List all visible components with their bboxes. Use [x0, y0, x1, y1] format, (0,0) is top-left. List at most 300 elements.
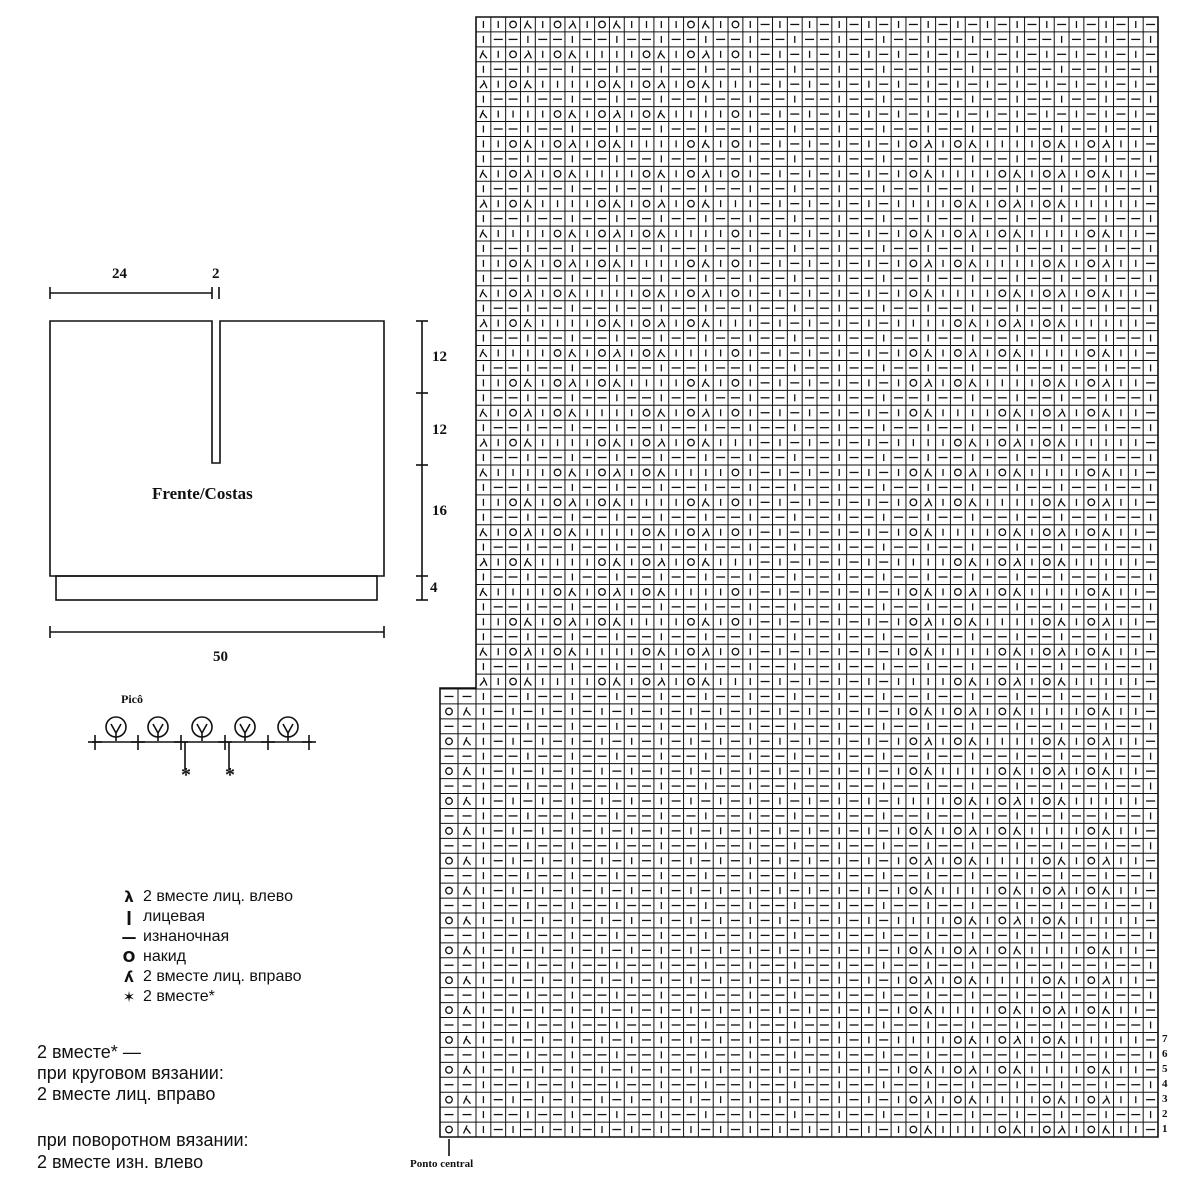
decrease-left-icon: [464, 916, 471, 924]
decrease-left-icon: [613, 20, 620, 28]
decrease-left-icon: [464, 1036, 471, 1044]
yarn-over-icon: [732, 290, 739, 297]
note-line: 2 вместе лиц. вправо: [37, 1084, 216, 1104]
decrease-left-icon: [480, 289, 487, 297]
yarn-over-icon: [688, 619, 695, 626]
decrease-left-icon: [658, 528, 665, 536]
yarn-over-icon: [599, 469, 606, 476]
decrease-left-icon: [464, 857, 471, 865]
decrease-left-icon: [480, 648, 487, 656]
yarn-over-icon: [732, 589, 739, 596]
decrease-left-icon: [464, 1126, 471, 1134]
yarn-over-icon: [910, 1096, 917, 1103]
decrease-right-icon: [925, 379, 932, 387]
decrease-left-icon: [702, 259, 709, 267]
decrease-right-icon: [569, 618, 576, 626]
yarn-over-icon: [732, 409, 739, 416]
decrease-right-icon: [1014, 200, 1021, 208]
decrease-left-icon: [524, 379, 531, 387]
decrease-left-icon: [1058, 498, 1065, 506]
yarn-over-icon: [510, 21, 517, 28]
decrease-left-icon: [658, 170, 665, 178]
decrease-left-icon: [1103, 170, 1110, 178]
yarn-over-icon: [446, 798, 453, 805]
yarn-over-icon: [510, 200, 517, 207]
decrease-left-icon: [1014, 827, 1021, 835]
decrease-left-icon: [524, 319, 531, 327]
decrease-right-icon: [569, 498, 576, 506]
decrease-left-icon: [1058, 797, 1065, 805]
yarn-over-icon: [643, 559, 650, 566]
yarn-over-icon: [688, 200, 695, 207]
decrease-right-icon: [1103, 1096, 1110, 1104]
yarn-over-icon: [688, 529, 695, 536]
decrease-left-icon: [1014, 887, 1021, 895]
yarn-over-icon: [510, 559, 517, 566]
yarn-over-icon: [510, 529, 517, 536]
decrease-left-icon: [969, 439, 976, 447]
decrease-left-icon: [464, 767, 471, 775]
decrease-right-icon: [569, 379, 576, 387]
pico-label: Picô: [121, 692, 143, 706]
yarn-over-icon: [955, 619, 962, 626]
decrease-left-icon: [925, 648, 932, 656]
decrease-left-icon: [613, 678, 620, 686]
yarn-over-icon: [1044, 260, 1051, 267]
yarn-over-icon: [599, 111, 606, 118]
yarn-over-icon: [554, 141, 561, 148]
decrease-right-icon: [613, 468, 620, 476]
decrease-left-icon: [702, 498, 709, 506]
decrease-right-icon: [569, 140, 576, 148]
decrease-left-icon: [524, 20, 531, 28]
decrease-right-icon: [925, 976, 932, 984]
yarn-over-icon: [1044, 738, 1051, 745]
yarn-over-icon: [910, 619, 917, 626]
yarn-over-icon: [1088, 589, 1095, 596]
yarn-over-icon: [1044, 1037, 1051, 1044]
yarn-over-icon: [955, 350, 962, 357]
decrease-left-icon: [925, 349, 932, 357]
decrease-right-icon: [702, 50, 709, 58]
decrease-left-icon: [1058, 439, 1065, 447]
yarn-over-icon: [1088, 768, 1095, 775]
decrease-left-icon: λ: [124, 888, 134, 906]
decrease-left-icon: [1103, 827, 1110, 835]
decrease-left-icon: [464, 1006, 471, 1014]
yarn-over-icon: [732, 529, 739, 536]
yarn-over-icon: [554, 51, 561, 58]
yarn-over-icon: [1088, 1007, 1095, 1014]
pico-marker-2: *: [225, 764, 235, 786]
yarn-over-icon: O: [122, 948, 136, 966]
decrease-right-icon: [925, 140, 932, 148]
yarn-over-icon: [643, 111, 650, 118]
yarn-over-icon: [1044, 290, 1051, 297]
decrease-left-icon: [613, 319, 620, 327]
width-top-slit-label: 2: [212, 266, 220, 282]
yarn-over-icon: [910, 290, 917, 297]
decrease-left-icon: [524, 498, 531, 506]
yarn-over-icon: [732, 111, 739, 118]
yarn-over-icon: [1088, 1067, 1095, 1074]
decrease-left-icon: [658, 349, 665, 357]
decrease-right-icon: [969, 827, 976, 835]
yarn-over-icon: [955, 260, 962, 267]
decrease-right-icon: [1103, 618, 1110, 626]
yarn-over-icon: [955, 230, 962, 237]
yarn-over-icon: [510, 648, 517, 655]
legend-text: 2 вместе*: [143, 988, 215, 1005]
yarn-over-icon: [688, 171, 695, 178]
row-number: 5: [1162, 1063, 1168, 1075]
decrease-left-icon: [1103, 1006, 1110, 1014]
decrease-left-icon: [464, 797, 471, 805]
decrease-left-icon: [925, 707, 932, 715]
yarn-over-icon: [688, 141, 695, 148]
decrease-left-icon: [1103, 946, 1110, 954]
yarn-over-icon: [999, 171, 1006, 178]
row-number: 3: [1162, 1093, 1168, 1105]
decrease-left-icon: [969, 140, 976, 148]
yarn-over-icon: [955, 1067, 962, 1074]
yarn-over-icon: [1088, 1126, 1095, 1133]
yarn-over-icon: [999, 708, 1006, 715]
decrease-left-icon: [1014, 588, 1021, 596]
decrease-left-icon: [524, 558, 531, 566]
yarn-over-icon: [955, 200, 962, 207]
yarn-over-icon: [1088, 857, 1095, 864]
decrease-left-icon: [1014, 528, 1021, 536]
yarn-over-icon: [999, 230, 1006, 237]
yarn-over-icon: [599, 559, 606, 566]
note-line: при круговом вязании:: [37, 1063, 224, 1083]
decrease-left-icon: [1103, 468, 1110, 476]
yarn-over-icon: [643, 200, 650, 207]
yarn-over-icon: [510, 499, 517, 506]
yarn-over-icon: [910, 171, 917, 178]
decrease-right-icon: [969, 588, 976, 596]
yarn-over-icon: [1088, 499, 1095, 506]
row-number: 7: [1162, 1033, 1168, 1045]
decrease-left-icon: [925, 767, 932, 775]
yarn-over-icon: [910, 708, 917, 715]
decrease-left-icon: [969, 618, 976, 626]
decrease-left-icon: [1014, 1006, 1021, 1014]
decrease-left-icon: [1058, 558, 1065, 566]
yarn-over-icon: [643, 290, 650, 297]
decrease-left-icon: [613, 379, 620, 387]
yarn-over-icon: [1088, 409, 1095, 416]
yarn-over-icon: [1088, 350, 1095, 357]
yarn-over-icon: [999, 1007, 1006, 1014]
yarn-over-icon: [643, 648, 650, 655]
yarn-over-icon: [1044, 529, 1051, 536]
note-line: 2 вместе изн. влево: [37, 1152, 204, 1172]
yarn-over-icon: [643, 439, 650, 446]
yarn-over-icon: [910, 1007, 917, 1014]
yarn-over-icon: [1088, 380, 1095, 387]
legend-text: 2 вместе лиц. влево: [143, 888, 293, 905]
yarn-over-icon: [446, 857, 453, 864]
yarn-over-icon: [1088, 828, 1095, 835]
yarn-over-icon: [510, 81, 517, 88]
decrease-left-icon: [480, 110, 487, 118]
decrease-right-icon: [613, 230, 620, 238]
yarn-over-icon: [1088, 171, 1095, 178]
decrease-right-icon: [658, 200, 665, 208]
decrease-left-icon: [613, 618, 620, 626]
decrease-left-icon: [480, 528, 487, 536]
decrease-left-icon: [702, 558, 709, 566]
yarn-over-icon: [643, 320, 650, 327]
yarn-over-icon: [955, 917, 962, 924]
yarn-over-icon: [732, 648, 739, 655]
yarn-over-icon: [910, 648, 917, 655]
yarn-over-icon: [955, 1037, 962, 1044]
decrease-right-icon: [658, 439, 665, 447]
decrease-right-icon: [1103, 976, 1110, 984]
yarn-over-icon: [599, 380, 606, 387]
yarn-over-icon: [554, 380, 561, 387]
decrease-left-icon: [524, 259, 531, 267]
note-line: при поворотном вязании:: [37, 1130, 249, 1150]
decrease-left-icon: [524, 80, 531, 88]
decrease-left-icon: [1058, 916, 1065, 924]
decrease-left-icon: [1058, 976, 1065, 984]
decrease-right-icon: [1014, 797, 1021, 805]
yarn-over-icon: [910, 350, 917, 357]
decrease-left-icon: [1103, 588, 1110, 596]
garment-label: Frente/Costas: [152, 484, 253, 503]
yarn-over-icon: [999, 828, 1006, 835]
decrease-left-icon: [1014, 289, 1021, 297]
yarn-over-icon: [554, 171, 561, 178]
yarn-over-icon: [1088, 529, 1095, 536]
decrease-left-icon: [702, 20, 709, 28]
decrease-right-icon: [1058, 409, 1065, 417]
decrease-left-icon: [1014, 1066, 1021, 1074]
yarn-over-icon: [1044, 200, 1051, 207]
decrease-left-icon: [925, 1126, 932, 1134]
decrease-left-icon: [464, 827, 471, 835]
yarn-over-icon: [1044, 977, 1051, 984]
decrease-left-icon: [613, 200, 620, 208]
yarn-over-icon: [1088, 469, 1095, 476]
decrease-left-icon: [969, 737, 976, 745]
decrease-left-icon: [1014, 170, 1021, 178]
decrease-right-icon: [702, 648, 709, 656]
legend-text: изнаночная: [143, 928, 230, 945]
yarn-over-icon: [910, 230, 917, 237]
decrease-right-icon: [702, 528, 709, 536]
decrease-left-icon: [569, 468, 576, 476]
decrease-right-icon: [1014, 319, 1021, 327]
decrease-right-icon: [1058, 1126, 1065, 1134]
decrease-left-icon: [1014, 230, 1021, 238]
yarn-over-icon: [999, 529, 1006, 536]
height-segment-4: 4: [430, 580, 438, 596]
decrease-left-icon: [1058, 1036, 1065, 1044]
decrease-right-icon: [524, 528, 531, 536]
decrease-left-icon: [464, 1096, 471, 1104]
decrease-left-icon: [464, 946, 471, 954]
decrease-left-icon: [1014, 707, 1021, 715]
yarn-over-icon: [955, 499, 962, 506]
decrease-left-icon: [658, 50, 665, 58]
decrease-right-icon: [969, 349, 976, 357]
yarn-over-icon: [910, 1126, 917, 1133]
yarn-over-icon: [999, 350, 1006, 357]
decrease-left-icon: [925, 170, 932, 178]
decrease-left-icon: [969, 319, 976, 327]
yarn-over-icon: [1088, 619, 1095, 626]
yarn-over-icon: [688, 678, 695, 685]
yarn-over-icon: [510, 619, 517, 626]
yarn-over-icon: [643, 81, 650, 88]
yarn-over-icon: [732, 260, 739, 267]
yarn-over-icon: [446, 917, 453, 924]
yarn-over-icon: [1044, 1126, 1051, 1133]
yarn-over-icon: [910, 529, 917, 536]
width-top-left-label: 24: [112, 266, 127, 282]
yarn-over-icon: [732, 141, 739, 148]
yarn-over-icon: [955, 828, 962, 835]
decrease-left-icon: [658, 588, 665, 596]
decrease-left-icon: [1058, 259, 1065, 267]
yarn-over-icon: [446, 947, 453, 954]
yarn-over-icon: [554, 290, 561, 297]
yarn-over-icon: [599, 230, 606, 237]
yarn-over-icon: [955, 469, 962, 476]
decrease-left-icon: [569, 110, 576, 118]
decrease-left-icon: [524, 140, 531, 148]
decrease-right-icon: [524, 409, 531, 417]
yarn-over-icon: [955, 141, 962, 148]
decrease-right-icon: [569, 20, 576, 28]
decrease-left-icon: [969, 558, 976, 566]
yarn-over-icon: [999, 678, 1006, 685]
decrease-right-icon: [524, 170, 531, 178]
yarn-over-icon: [510, 320, 517, 327]
decrease-right-icon: [480, 80, 487, 88]
decrease-left-icon: [658, 648, 665, 656]
yarn-over-icon: [510, 439, 517, 446]
yarn-over-icon: [446, 1126, 453, 1133]
decrease-right-icon: [524, 50, 531, 58]
yarn-over-icon: [1044, 1007, 1051, 1014]
yarn-over-icon: [1088, 230, 1095, 237]
height-segment-3: 16: [432, 503, 447, 519]
decrease-right-icon: [969, 230, 976, 238]
decrease-left-icon: [925, 289, 932, 297]
yarn-over-icon: [955, 320, 962, 327]
decrease-left-icon: [969, 678, 976, 686]
decrease-left-icon: [702, 200, 709, 208]
decrease-left-icon: [613, 498, 620, 506]
decrease-right-icon: [480, 678, 487, 686]
decrease-left-icon: [1103, 707, 1110, 715]
yarn-over-icon: [955, 977, 962, 984]
yarn-over-icon: [643, 678, 650, 685]
decrease-right-icon: [524, 289, 531, 297]
yarn-over-icon: [999, 439, 1006, 446]
yarn-over-icon: [599, 81, 606, 88]
decrease-left-icon: [702, 379, 709, 387]
yarn-over-icon: [955, 439, 962, 446]
decrease-left-icon: [969, 797, 976, 805]
decrease-left-icon: [925, 1066, 932, 1074]
yarn-over-icon: [554, 350, 561, 357]
decrease-right-icon: [925, 259, 932, 267]
yarn-over-icon: [446, 708, 453, 715]
yarn-over-icon: [688, 260, 695, 267]
decrease-left-icon: [702, 618, 709, 626]
decrease-right-icon: [480, 200, 487, 208]
decrease-left-icon: [613, 80, 620, 88]
decrease-left-icon: [569, 349, 576, 357]
decrease-left-icon: [1058, 200, 1065, 208]
decrease-right-icon: [480, 439, 487, 447]
yarn-over-icon: [955, 738, 962, 745]
yarn-over-icon: [599, 499, 606, 506]
yarn-over-icon: [910, 141, 917, 148]
yarn-over-icon: [554, 111, 561, 118]
decrease-left-icon: [1103, 409, 1110, 417]
row-number: 2: [1162, 1108, 1168, 1120]
yarn-over-icon: [999, 469, 1006, 476]
yarn-over-icon: [1044, 619, 1051, 626]
yarn-over-icon: [955, 589, 962, 596]
yarn-over-icon: [554, 619, 561, 626]
yarn-over-icon: [1088, 141, 1095, 148]
decrease-left-icon: [569, 528, 576, 536]
decrease-left-icon: [524, 200, 531, 208]
yarn-over-icon: [599, 619, 606, 626]
yarn-over-icon: [910, 380, 917, 387]
decrease-right-icon: [1103, 259, 1110, 267]
legend-text: 2 вместе лиц. вправо: [143, 968, 302, 985]
decrease-left-icon: [702, 678, 709, 686]
yarn-over-icon: [910, 857, 917, 864]
yarn-over-icon: [688, 320, 695, 327]
decrease-left-icon: [613, 439, 620, 447]
decrease-left-icon: [480, 50, 487, 58]
yarn-over-icon: [732, 350, 739, 357]
decrease-left-icon: [569, 230, 576, 238]
decrease-left-icon: [569, 588, 576, 596]
decrease-left-icon: [969, 379, 976, 387]
decrease-left-icon: [969, 1036, 976, 1044]
height-segment-1: 12: [432, 349, 447, 365]
decrease-left-icon: [702, 140, 709, 148]
yarn-over-icon: [955, 1096, 962, 1103]
yarn-over-icon: [688, 290, 695, 297]
decrease-left-icon: [613, 140, 620, 148]
decrease-right-icon: [1014, 678, 1021, 686]
yarn-over-icon: [999, 1126, 1006, 1133]
decrease-left-icon: [1103, 289, 1110, 297]
yarn-over-icon: [554, 260, 561, 267]
decrease-right-icon: [1058, 648, 1065, 656]
decrease-left-icon: [1058, 379, 1065, 387]
decrease-left-icon: [1103, 528, 1110, 536]
decrease-left-icon: [1014, 1126, 1021, 1134]
decrease-left-icon: [524, 618, 531, 626]
decrease-left-icon: [613, 558, 620, 566]
decrease-left-icon: [1014, 349, 1021, 357]
yarn-over-icon: [910, 887, 917, 894]
